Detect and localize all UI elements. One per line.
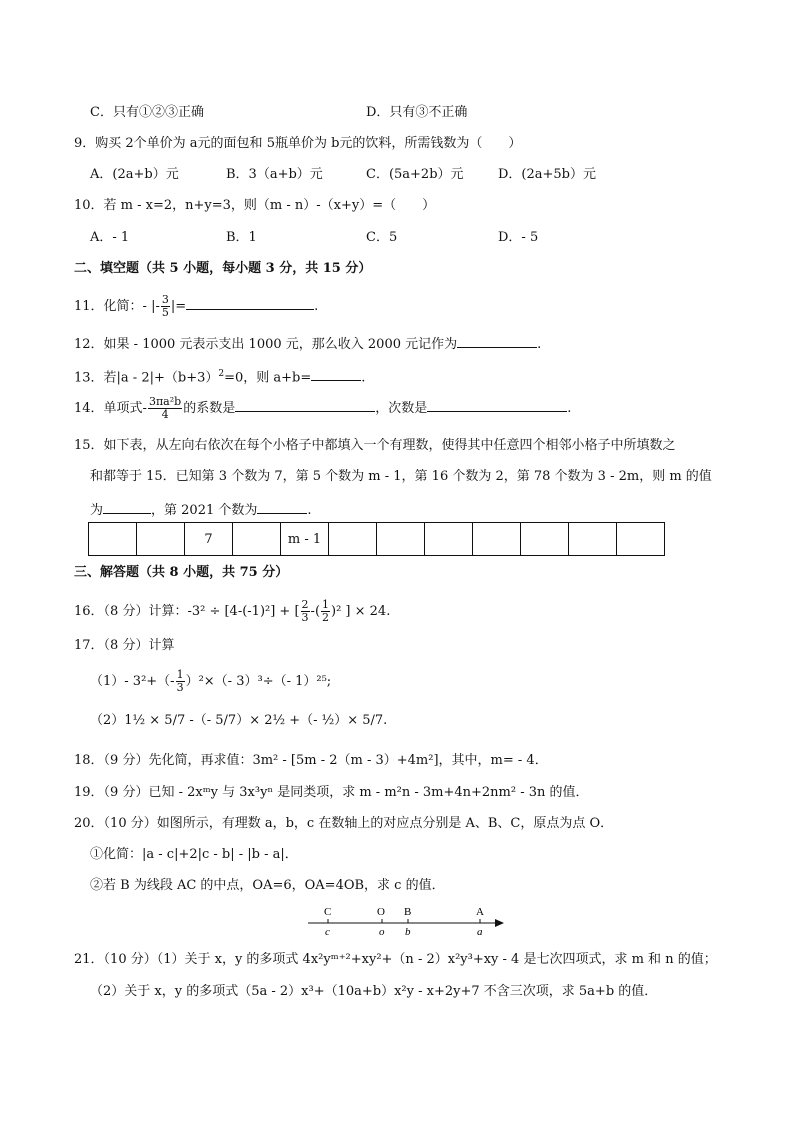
grid-cell[interactable] <box>617 523 665 556</box>
q8-option-d: D．只有③不正确 <box>366 105 468 120</box>
number-line-figure <box>300 903 510 939</box>
q8-option-c: C．只有①②③正确 <box>90 105 204 120</box>
grid-cell[interactable] <box>377 523 425 556</box>
q9-option-d: D．(2a+5b）元 <box>498 167 597 182</box>
q11-fraction: $\frac{3}{5}$ <box>161 293 169 319</box>
q13-answer-blank[interactable] <box>311 366 361 381</box>
q12: 12．如果 - 1000 元表示支出 1000 元，那么收入 2000 元记作为 . <box>74 333 541 354</box>
label-A: A <box>476 906 484 918</box>
q16-fraction-2: $\frac{1}{2}$ <box>322 598 330 624</box>
q17-part1: （1）- 3²+（- $\frac{1}{3}$ ）²×（- 3）³÷（- 1）²⁵; <box>90 668 332 694</box>
q17-fraction: $\frac{1}{3}$ <box>176 668 184 694</box>
grid-cell[interactable] <box>89 523 137 556</box>
q21-part1: 21．（10 分）（1）关于 x，y 的多项式 4x²yᵐ⁺²+xy²+（n - 2）x²y³+xy - 4 是七次四项式，求 m 和 n 的值； <box>74 952 717 967</box>
q17-title: 17．（8 分）计算 <box>74 638 175 653</box>
q20-stem: 20．（10 分）如图所示，有理数 a，b，c 在数轴上的对应点分别是 A、B、C，原点为点 O． <box>74 816 614 831</box>
q11-answer-blank[interactable] <box>186 295 314 310</box>
q17-part2: （2）1½ × 5/7 -（- 5/7）× 2½ +（- ½）× 5/7. <box>90 713 388 728</box>
q21-part2: （2）关于 x，y 的多项式（5a - 2）x³+（10a+b）x²y - x+2y+7 不含三次项，求 5a+b 的值． <box>90 984 658 999</box>
q15-line1: 15．如下表，从左向右依次在每个小格子中都填入一个有理数，使得其中任意四个相邻小格子中所填数之 <box>74 438 676 453</box>
q20-part1: ①化简：|a - c|+2|c - b| - |b - a|． <box>90 847 298 862</box>
label-a: a <box>477 926 483 938</box>
q14-degree-blank[interactable] <box>427 397 567 412</box>
q16-fraction-1: $\frac{2}{3}$ <box>301 598 309 624</box>
grid-cell[interactable] <box>521 523 569 556</box>
q15-number-grid <box>88 522 665 556</box>
label-C: C <box>324 906 332 918</box>
grid-cell[interactable]: 7 <box>185 523 233 556</box>
q11-post: |= <box>170 299 187 314</box>
axis-arrow-icon <box>495 919 504 927</box>
q19: 19．（9 分）已知 - 2xᵐy 与 3x³yⁿ 是同类项，求 m - m²n - 3m+4n+2nm² - 3n 的值． <box>74 785 589 800</box>
section-answer-heading: 三、解答题（共 8 小题，共 75 分） <box>74 565 289 580</box>
q9-option-a: A．(2a+b）元 <box>90 167 179 182</box>
q15-line3: 为 ，第 2021 个数为 . <box>90 499 312 520</box>
q18: 18．（9 分）先化简，再求值：3m² - [5m - 2（m - 3）+4m²]，其中，m= - 4． <box>74 753 548 768</box>
q10-option-b: B．1 <box>226 230 257 245</box>
grid-cell[interactable]: m - 1 <box>281 523 329 556</box>
q12-answer-blank[interactable] <box>457 333 537 348</box>
section-fill-in-heading: 二、填空题（共 5 小题，每小题 3 分，共 15 分） <box>74 261 372 276</box>
q14: 14．单项式- $\frac{\text{3πa²b}}{4}$ 的系数是 ，次数是 . <box>74 395 572 421</box>
q10-option-d: D．- 5 <box>498 230 539 245</box>
grid-cell[interactable] <box>233 523 281 556</box>
q10-option-a: A．- 1 <box>90 230 130 245</box>
grid-cell[interactable] <box>329 523 377 556</box>
q10-stem: 10．若 m - x=2，n+y=3，则（m - n）-（x+y）=（ ） <box>74 198 436 213</box>
q14-fraction: $\frac{\text{3πa²b}}{4}$ <box>148 395 182 421</box>
grid-cell[interactable] <box>569 523 617 556</box>
q13: 13．若$|a - 2|+(b+3)^2=0$，则 a+b= . <box>74 365 365 387</box>
q15-m-blank[interactable] <box>103 499 151 514</box>
q11-prefix: 11．化简：- |- <box>74 299 160 314</box>
q9-option-b: B．3（a+b）元 <box>226 167 323 182</box>
label-O: O <box>377 906 385 918</box>
grid-row <box>89 523 665 556</box>
q16: 16．（8 分）计算：-3² ÷ [4-(-1)²] + [ $\frac{2}{3}$ -( $\frac{1}{2}$ )² ] × 24. <box>74 598 391 624</box>
q9-option-c: C．(5a+2b）元 <box>366 167 464 182</box>
q14-coefficient-blank[interactable] <box>235 397 375 412</box>
q10-option-c: C．5 <box>366 230 398 245</box>
grid-cell[interactable] <box>473 523 521 556</box>
label-B: B <box>404 906 412 918</box>
q20-part2: ②若 B 为线段 AC 的中点，OA=6，OA=4OB，求 c 的值． <box>90 878 445 893</box>
label-b: b <box>405 926 411 938</box>
q15-line2: 和都等于 15．已知第 3 个数为 7，第 5 个数为 m - 1，第 16 个数为 2，第 78 个数为 3 - 2m，则 m 的值 <box>90 469 712 484</box>
q11: 11．化简：- |- $\frac{3}{5}$ |= . <box>74 293 319 319</box>
q15-2021-blank[interactable] <box>257 499 307 514</box>
q9-stem: 9．购买 2个单价为 a元的面包和 5瓶单价为 b元的饮料，所需钱数为（ ） <box>74 136 522 151</box>
label-o: o <box>379 926 385 938</box>
grid-cell[interactable] <box>137 523 185 556</box>
grid-cell[interactable] <box>425 523 473 556</box>
label-c: c <box>325 926 330 938</box>
